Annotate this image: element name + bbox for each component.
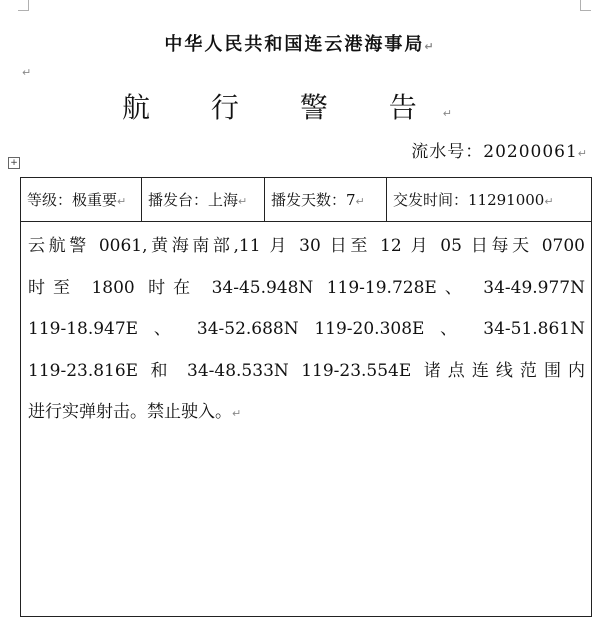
cell-end-mark-icon: ↵ (117, 195, 127, 208)
message-line: 119-18.947E 、 34-52.688N 119-20.308E 、 34-51.861N (28, 319, 585, 339)
paragraph-mark-icon: ↵ (22, 66, 32, 79)
organization-name: 中华人民共和国连云港海事局 (164, 34, 425, 55)
message-line-last (28, 392, 585, 435)
paragraph-mark-icon: ↵ (424, 40, 436, 53)
page-corner-mark-left (18, 0, 29, 11)
message-cell (21, 222, 592, 617)
issue-time-cell (387, 178, 592, 222)
organization-heading (0, 30, 600, 56)
serial-line (411, 137, 588, 162)
issue-time-text: 交发时间：11291000 (393, 191, 545, 209)
cell-end-mark-icon: ↵ (355, 195, 365, 208)
message-row (21, 222, 592, 617)
paragraph-mark-icon: ↵ (232, 407, 242, 420)
message-line: 119-23.816E 和 34-48.533N 119-23.554E 诸点连线范围内 (28, 360, 585, 381)
cell-end-mark-icon: ↵ (238, 195, 248, 208)
serial-label: 流水号： (411, 142, 484, 162)
broadcast-days-text: 播发天数：7 (271, 191, 356, 209)
warning-table (20, 177, 592, 617)
grade-cell (21, 178, 142, 222)
document-title (0, 86, 600, 126)
message-line: 进行实弹射击。禁止驶入。 (28, 402, 232, 422)
station-text: 播发台：上海 (148, 191, 239, 209)
cell-end-mark-icon: ↵ (544, 195, 554, 208)
message-body (21, 222, 591, 435)
message-line: 时至 1800 时在 34-45.948N 119-19.728E、 34-49.977N (28, 277, 585, 298)
page-corner-mark-right (580, 0, 591, 11)
message-line: 云航警 0061,黄海南部,11 月 30 日至 12 月 05 日每天 0700 (28, 236, 585, 256)
table-move-handle-icon[interactable]: + (8, 157, 20, 169)
table-header-row (21, 178, 592, 222)
grade-text: 等级：极重要 (27, 191, 118, 209)
broadcast-days-cell (265, 178, 387, 222)
paragraph-mark-icon: ↵ (442, 107, 478, 120)
serial-number: 20200061 (483, 142, 578, 162)
document-title-text: 航 行 警 告 (122, 91, 443, 124)
paragraph-mark-icon: ↵ (577, 147, 588, 160)
station-cell (142, 178, 265, 222)
